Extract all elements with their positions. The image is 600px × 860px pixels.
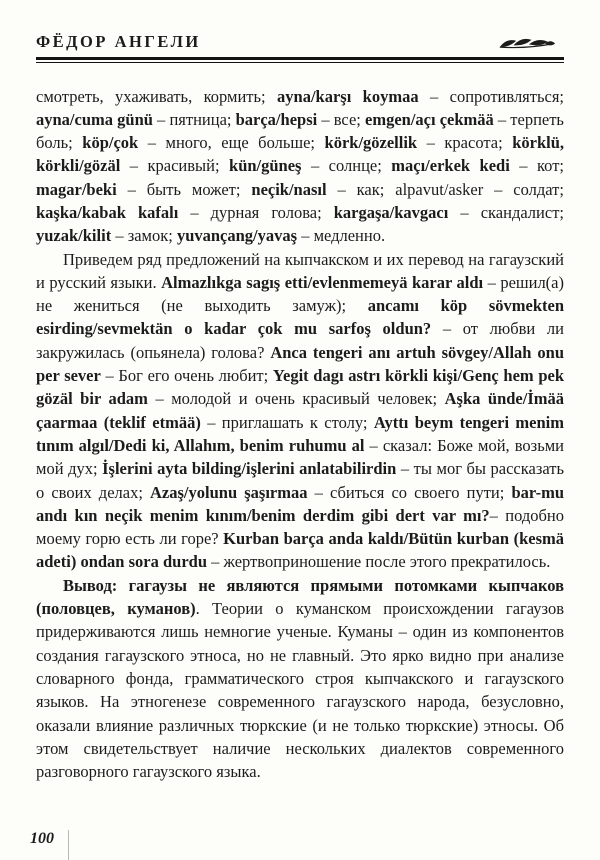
bold-term: ayna/karşı koymaa (277, 86, 419, 106)
body-text: – терпеть боль; (36, 109, 564, 153)
bold-term: maçı/erkek kedi (391, 156, 510, 176)
body-text: – скандалист; (448, 202, 564, 222)
paragraph (36, 85, 564, 248)
body-text: – замок; (111, 226, 177, 246)
bold-term: kün/güneş (229, 156, 302, 176)
body-text: – много, еще больше; (138, 133, 325, 153)
bold-term: Ayttı beym tengeri menim tınım algıl/Dedi ki, Allahım, benim ruhumu al (36, 412, 564, 455)
body-text: – красивый; (120, 156, 230, 176)
bold-term: emgen/açı çekmää (365, 109, 494, 129)
body-text: – солнце; (301, 156, 392, 176)
body-text: – приглашать к столу; (200, 412, 374, 432)
author-running-head: ФЁДОР АНГЕЛИ (36, 32, 201, 51)
header-rule (36, 57, 564, 63)
body-text: – жертвоприношение после этого прекратилось. (207, 552, 551, 572)
scan-crease-mark (68, 830, 69, 860)
bold-term: neçik/nasıl (251, 179, 327, 199)
fleuron-ornament-icon (498, 35, 556, 52)
body-text: . Теории о куманском происхождении гагаузов придерживаются лишь немногие ученые. Куманы – один из компонентов создания гагаузского этноса, но не главный. Это ярко видно при анализе словарного фонда, грамматического строя кыпчакского и гагаузского языков. На этногенезе современного гагаузского народа, безусловно, оказали влияние различных тюркские (и не только тюркские) этносы. Об этом свидетельствует наличие нескольких диалектов современного разговорного гагаузского языка. (36, 599, 564, 782)
body-text: – быть может; (116, 179, 252, 199)
body-text: – Бог его очень любит; (100, 366, 273, 386)
body-text: – красота; (417, 133, 513, 153)
body-text: Приведем ряд предложений на кыпчакском и их перевод на гагаузский и русский языки. (36, 249, 564, 292)
body-text: смотреть, ухаживать, кормить; (36, 86, 278, 106)
bold-term: Yegit dagı astrı körkli kişi/Genç hem pek gözäl bir adam (36, 366, 564, 409)
bold-term: Almazlıkga sagış etti/evlenmemeyä karar aldı (161, 272, 484, 292)
bold-term: Вывод: гагаузы не являются прямыми потомками кыпчаков (половцев, куманов) (36, 575, 564, 619)
body-text: – молодой и очень красивый человек; (147, 389, 445, 409)
body-text: – все; (317, 109, 365, 129)
page-body-text (36, 85, 564, 784)
bold-term: magar/beki (36, 179, 117, 199)
body-text: – решил(а) не жениться (не выходить замуж); (36, 272, 564, 316)
bold-term: yuzak/kilit (36, 226, 112, 246)
header-rule-thin (36, 62, 564, 63)
body-text: – сбиться со своего пути; (307, 482, 512, 502)
paragraph (36, 574, 564, 784)
bold-term: bar-mu andı kın neçik menim kınım/benim derdim gibi dert var mı? (36, 482, 564, 525)
bold-term: Anca tengeri anı artuh sövgey/Allah onu per sever (36, 342, 564, 386)
body-text: – сказал: Боже мой, возьми мой дух; (36, 435, 564, 479)
bold-term: ancamı köp sövmekten esirding/sevmektän o kadar çok mu sarfoş oldun? (36, 296, 564, 339)
body-text: – дурная голова; (178, 202, 334, 222)
header-rule-thick (36, 57, 564, 60)
bold-term: Aşka ünde/İmää çaarmaa (teklif etmää) (36, 389, 564, 432)
bold-term: Azaş/yolunu şaşırmaa (150, 482, 308, 502)
body-text: – подобно моему горю есть ли горе? (36, 505, 564, 549)
bold-term: körk/gözellik (324, 133, 418, 153)
bold-term: kaşka/kabak kafalı (36, 202, 179, 222)
body-text: – медленно. (297, 226, 386, 246)
bold-term: kargaşa/kavgacı (333, 202, 449, 222)
bold-term: ayna/cuma günü (36, 109, 153, 129)
paragraph (36, 248, 564, 574)
body-text: – пятница; (152, 109, 236, 129)
body-text: – сопротивляться; (418, 86, 565, 106)
bold-term: Kurban barça anda kaldı/Bütün kurban (kesmä adeti) ondan sora durdu (36, 529, 564, 572)
bold-term: yuvançang/yavaş (176, 226, 298, 246)
bold-term: barça/hepsi (235, 109, 318, 129)
body-text: – как; alpavut/asker – солдат; (326, 179, 564, 199)
body-text: – от любви ли закружилась (опьянела) голова? (36, 319, 564, 362)
page-header (36, 28, 564, 63)
bold-term: köp/çok (82, 133, 139, 153)
body-text: – кот; (509, 156, 564, 176)
body-text: – ты мог бы рассказать о своих делах; (36, 459, 564, 502)
page-number: 100 (30, 830, 54, 847)
bold-term: İşlerini ayta bilding/işlerini anlatabilirdin (102, 459, 397, 479)
bold-term: körklü, körkli/gözäl (36, 133, 565, 176)
